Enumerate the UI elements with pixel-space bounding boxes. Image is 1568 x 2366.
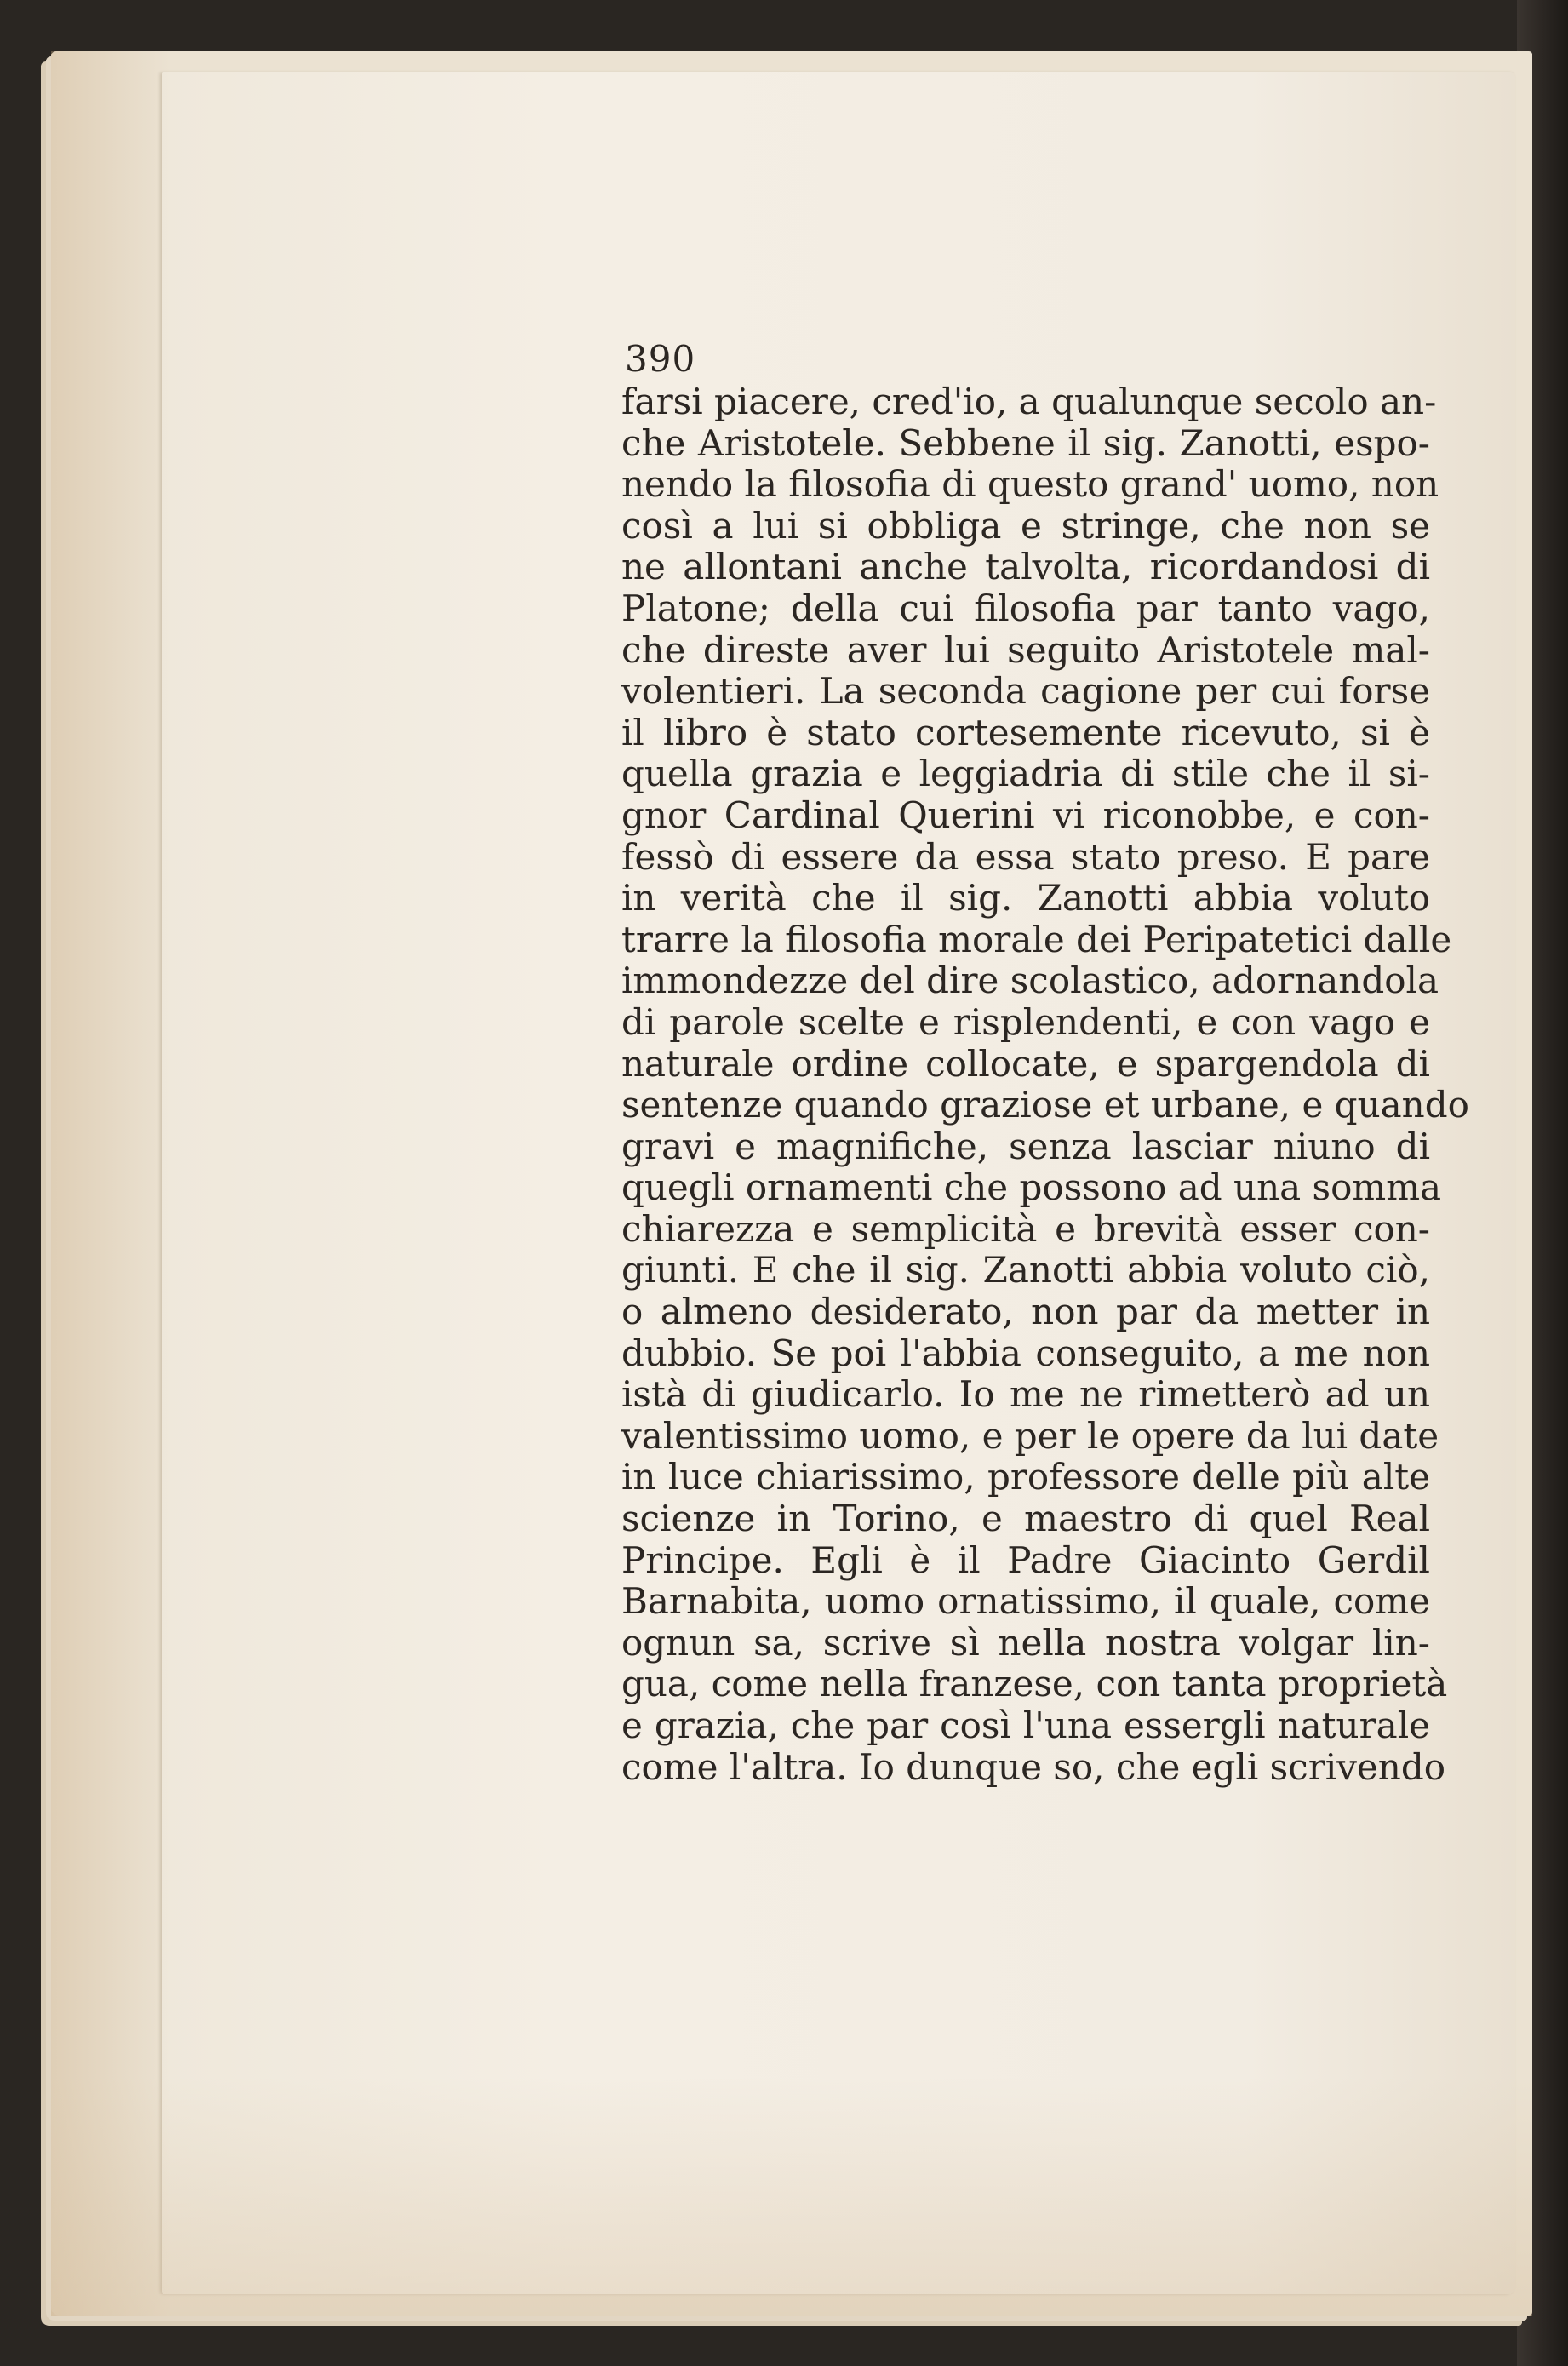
text-line: Principe. Egli è il Padre Giacinto Gerdil [621, 1538, 1430, 1581]
text-line: gnor Cardinal Querini vi riconobbe, e con- [621, 793, 1430, 836]
text-line: quegli ornamenti che possono ad una somma [621, 1166, 1442, 1209]
text-line: e grazia, che par così l'una essergli naturale [621, 1704, 1430, 1746]
page-number: 390 [625, 338, 696, 380]
text-line: in luce chiarissimo, professore delle più alte [621, 1456, 1430, 1498]
text-line: farsi piacere, cred'io, a qualunque secolo an- [621, 381, 1437, 422]
text-line: gravi e magnifiche, senza lasciar niuno di [621, 1125, 1430, 1167]
text-line: immondezze del dire scolastico, adornandola [621, 960, 1439, 1002]
text-line: quella grazia e leggiadria di stile che il si- [621, 753, 1430, 795]
text-line: trarre la filosofia morale dei Peripatetici dalle [621, 918, 1452, 960]
text-line: che Aristotele. Sebbene il sig. Zanotti, espo- [621, 421, 1430, 464]
text-line: che direste aver lui seguito Aristotele mal- [621, 628, 1430, 671]
text-line: come l'altra. Io dunque so, che egli scrivendo [621, 1745, 1446, 1788]
text-line: o almeno desiderato, non par da metter in [621, 1291, 1430, 1333]
text-line: valentissimo uomo, e per le opere da lui date [621, 1414, 1439, 1457]
text-line: dubbio. Se poi l'abbia conseguito, a me non [621, 1332, 1430, 1374]
text-line: gua, come nella franzese, con tanta proprietà [621, 1663, 1448, 1705]
text-line: Platone; della cui filosofia par tanto vago, [621, 587, 1430, 629]
text-line: ne allontani anche talvolta, ricordandosi di [621, 546, 1430, 588]
text-block [621, 338, 1469, 1788]
text-line: sentenze quando graziose et urbane, e quando [621, 1084, 1469, 1126]
text-line: in verità che il sig. Zanotti abbia voluto [621, 877, 1430, 919]
text-line: così a lui si obbliga e stringe, che non se [621, 504, 1430, 547]
text-line: Barnabita, uomo ornatissimo, il quale, come [621, 1580, 1430, 1623]
text-line: istà di giudicarlo. Io me ne rimetterò ad un [621, 1373, 1430, 1416]
text-line: scienze in Torino, e maestro di quel Real [621, 1498, 1430, 1540]
text-line: il libro è stato cortesemente ricevuto, si è [621, 711, 1430, 753]
text-line: naturale ordine collocate, e spargendola di [621, 1042, 1430, 1085]
text-line: chiarezza e semplicità e brevità esser con- [621, 1207, 1430, 1250]
text-line: di parole scelte e risplendenti, e con vago e [621, 1000, 1430, 1043]
body-text [621, 381, 1469, 1788]
text-line: giunti. E che il sig. Zanotti abbia voluto ciò, [621, 1249, 1430, 1292]
text-line: fessò di essere da essa stato preso. E pare [621, 835, 1430, 878]
text-line: nendo la filosofia di questo grand' uomo, non [621, 463, 1439, 506]
text-line: ognun sa, scrive sì nella nostra volgar lin- [621, 1621, 1430, 1664]
text-line: volentieri. La seconda cagione per cui forse [621, 670, 1430, 713]
